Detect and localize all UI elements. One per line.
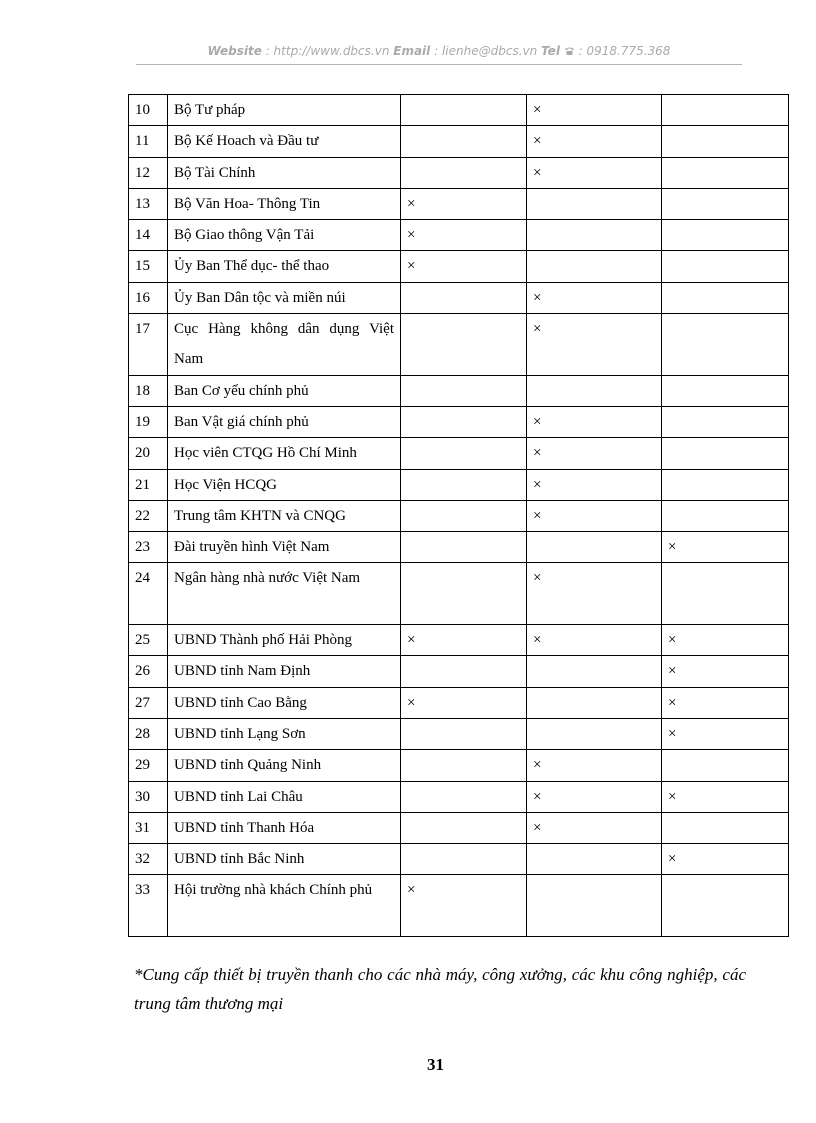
mark-cell-col2: × [527,438,662,469]
mark-cell-col2 [527,656,662,687]
organization-name-cell: Học Viện HCQG [168,469,401,500]
organization-name-cell: UBND tỉnh Cao Bằng [168,687,401,718]
organization-name-cell: Hội trường nhà khách Chính phủ [168,875,401,937]
mark-cell-col3: × [662,781,789,812]
mark-cell-col1 [401,406,527,437]
table-row [129,157,789,188]
table-row [129,126,789,157]
mark-cell-col2: × [527,314,662,376]
mark-cell-col3 [662,282,789,313]
table-row [129,687,789,718]
mark-cell-col3 [662,126,789,157]
mark-cell-col2 [527,375,662,406]
mark-cell-col1 [401,157,527,188]
mark-cell-col2 [527,844,662,875]
mark-cell-col2: × [527,406,662,437]
mark-cell-col3 [662,563,789,625]
row-number-cell: 12 [129,157,168,188]
row-number-cell: 20 [129,438,168,469]
table-row [129,781,789,812]
organization-name-cell: Ngân hàng nhà nước Việt Nam [168,563,401,625]
mark-cell-col2: × [527,282,662,313]
page-number: 31 [427,1055,444,1074]
organization-name-cell: Bộ Giao thông Vận Tải [168,220,401,251]
mark-cell-col3 [662,314,789,376]
mark-cell-col3: × [662,656,789,687]
mark-cell-col2: × [527,750,662,781]
mark-cell-col2 [527,251,662,282]
page-header [136,44,742,58]
table-body [129,95,789,937]
mark-cell-col1: × [401,188,527,219]
table-row [129,563,789,625]
mark-cell-col2: × [527,126,662,157]
table-row [129,532,789,563]
mark-cell-col1 [401,750,527,781]
mark-cell-col1 [401,126,527,157]
table-row [129,438,789,469]
organization-name-cell: Học viên CTQG Hồ Chí Minh [168,438,401,469]
organization-name-cell: Ban Vật giá chính phủ [168,406,401,437]
table-row [129,750,789,781]
mark-cell-col3 [662,750,789,781]
organization-name-cell: Trung tâm KHTN và CNQG [168,500,401,531]
row-number-cell: 33 [129,875,168,937]
table-row [129,875,789,937]
table-row [129,220,789,251]
table-row [129,375,789,406]
mark-cell-col2: × [527,469,662,500]
mark-cell-col3: × [662,625,789,656]
mark-cell-col2: × [527,95,662,126]
organization-name-cell: Đài truyền hình Việt Nam [168,532,401,563]
table-row [129,314,789,376]
table-row [129,500,789,531]
organization-name-cell: UBND tỉnh Quảng Ninh [168,750,401,781]
mark-cell-col3 [662,375,789,406]
row-number-cell: 26 [129,656,168,687]
row-number-cell: 23 [129,532,168,563]
table-row [129,406,789,437]
row-number-cell: 11 [129,126,168,157]
mark-cell-col2 [527,220,662,251]
mark-cell-col3 [662,500,789,531]
mark-cell-col3 [662,812,789,843]
mark-cell-col2 [527,532,662,563]
mark-cell-col3 [662,157,789,188]
mark-cell-col2 [527,687,662,718]
mark-cell-col3 [662,406,789,437]
mark-cell-col2: × [527,157,662,188]
row-number-cell: 18 [129,375,168,406]
row-number-cell: 13 [129,188,168,219]
website-label: Website [207,44,262,58]
mark-cell-col1 [401,438,527,469]
row-number-cell: 27 [129,687,168,718]
mark-cell-col2 [527,875,662,937]
organization-name-cell: UBND tỉnh Nam Định [168,656,401,687]
table-row [129,718,789,749]
organization-name-cell: Bộ Tài Chính [168,157,401,188]
mark-cell-col1 [401,500,527,531]
organization-name-cell: Bộ Văn Hoa- Thông Tin [168,188,401,219]
row-number-cell: 10 [129,95,168,126]
mark-cell-col2 [527,188,662,219]
mark-cell-col2: × [527,812,662,843]
table-row [129,844,789,875]
email-value[interactable]: : lienhe@dbcs.vn [434,44,538,58]
row-number-cell: 14 [129,220,168,251]
mark-cell-col3 [662,438,789,469]
mark-cell-col1 [401,314,527,376]
mark-cell-col1 [401,563,527,625]
mark-cell-col3: × [662,532,789,563]
mark-cell-col2: × [527,563,662,625]
table-row [129,95,789,126]
email-label: Email [393,44,431,58]
row-number-cell: 32 [129,844,168,875]
mark-cell-col2: × [527,500,662,531]
row-number-cell: 22 [129,500,168,531]
organization-name-cell: Bộ Tư pháp [168,95,401,126]
row-number-cell: 28 [129,718,168,749]
mark-cell-col3 [662,251,789,282]
mark-cell-col3: × [662,844,789,875]
mark-cell-col1: × [401,251,527,282]
row-number-cell: 24 [129,563,168,625]
footnote: *Cung cấp thiết bị truyền thanh cho các nhà máy, công xưởng, các khu công nghiệp, các trung tâm thương mại [134,965,746,1013]
organization-name-cell: UBND tỉnh Lạng Sơn [168,718,401,749]
mark-cell-col1: × [401,875,527,937]
mark-cell-col1: × [401,220,527,251]
mark-cell-col1 [401,282,527,313]
organization-name-cell: Bộ Kế Hoach và Đầu tư [168,126,401,157]
table-row [129,282,789,313]
equipment-table [128,94,789,937]
table-row [129,656,789,687]
mark-cell-col3 [662,469,789,500]
organization-name-cell: UBND tỉnh Bắc Ninh [168,844,401,875]
header-divider [136,64,742,65]
website-value[interactable]: : http://www.dbcs.vn [265,44,390,58]
mark-cell-col3 [662,220,789,251]
organization-name-cell: UBND tỉnh Lai Châu [168,781,401,812]
table-row [129,812,789,843]
mark-cell-col1 [401,656,527,687]
row-number-cell: 29 [129,750,168,781]
mark-cell-col1 [401,718,527,749]
mark-cell-col2 [527,718,662,749]
table-row [129,625,789,656]
mark-cell-col2: × [527,781,662,812]
organization-name-cell: UBND Thành phố Hải Phòng [168,625,401,656]
mark-cell-col1 [401,781,527,812]
mark-cell-col2: × [527,625,662,656]
mark-cell-col3: × [662,687,789,718]
mark-cell-col1 [401,95,527,126]
tel-label: Tel [541,44,560,58]
tel-value: : 0918.775.368 [578,44,671,58]
row-number-cell: 16 [129,282,168,313]
mark-cell-col3 [662,95,789,126]
organization-name-cell: UBND tỉnh Thanh Hóa [168,812,401,843]
telephone-icon [564,46,575,56]
mark-cell-col3 [662,188,789,219]
row-number-cell: 31 [129,812,168,843]
mark-cell-col1 [401,812,527,843]
mark-cell-col1 [401,375,527,406]
organization-name-cell: Cục Hàng không dân dụng Việt Nam [168,314,401,376]
row-number-cell: 15 [129,251,168,282]
mark-cell-col1: × [401,687,527,718]
row-number-cell: 21 [129,469,168,500]
table-row [129,188,789,219]
table-row [129,469,789,500]
mark-cell-col1 [401,469,527,500]
row-number-cell: 30 [129,781,168,812]
organization-name-cell: Ban Cơ yếu chính phủ [168,375,401,406]
mark-cell-col1 [401,532,527,563]
table-row [129,251,789,282]
organization-name-cell: Ủy Ban Dân tộc và miền núi [168,282,401,313]
row-number-cell: 19 [129,406,168,437]
mark-cell-col3: × [662,718,789,749]
mark-cell-col1 [401,844,527,875]
mark-cell-col1: × [401,625,527,656]
mark-cell-col3 [662,875,789,937]
row-number-cell: 25 [129,625,168,656]
row-number-cell: 17 [129,314,168,376]
organization-name-cell: Ủy Ban Thể dục- thể thao [168,251,401,282]
